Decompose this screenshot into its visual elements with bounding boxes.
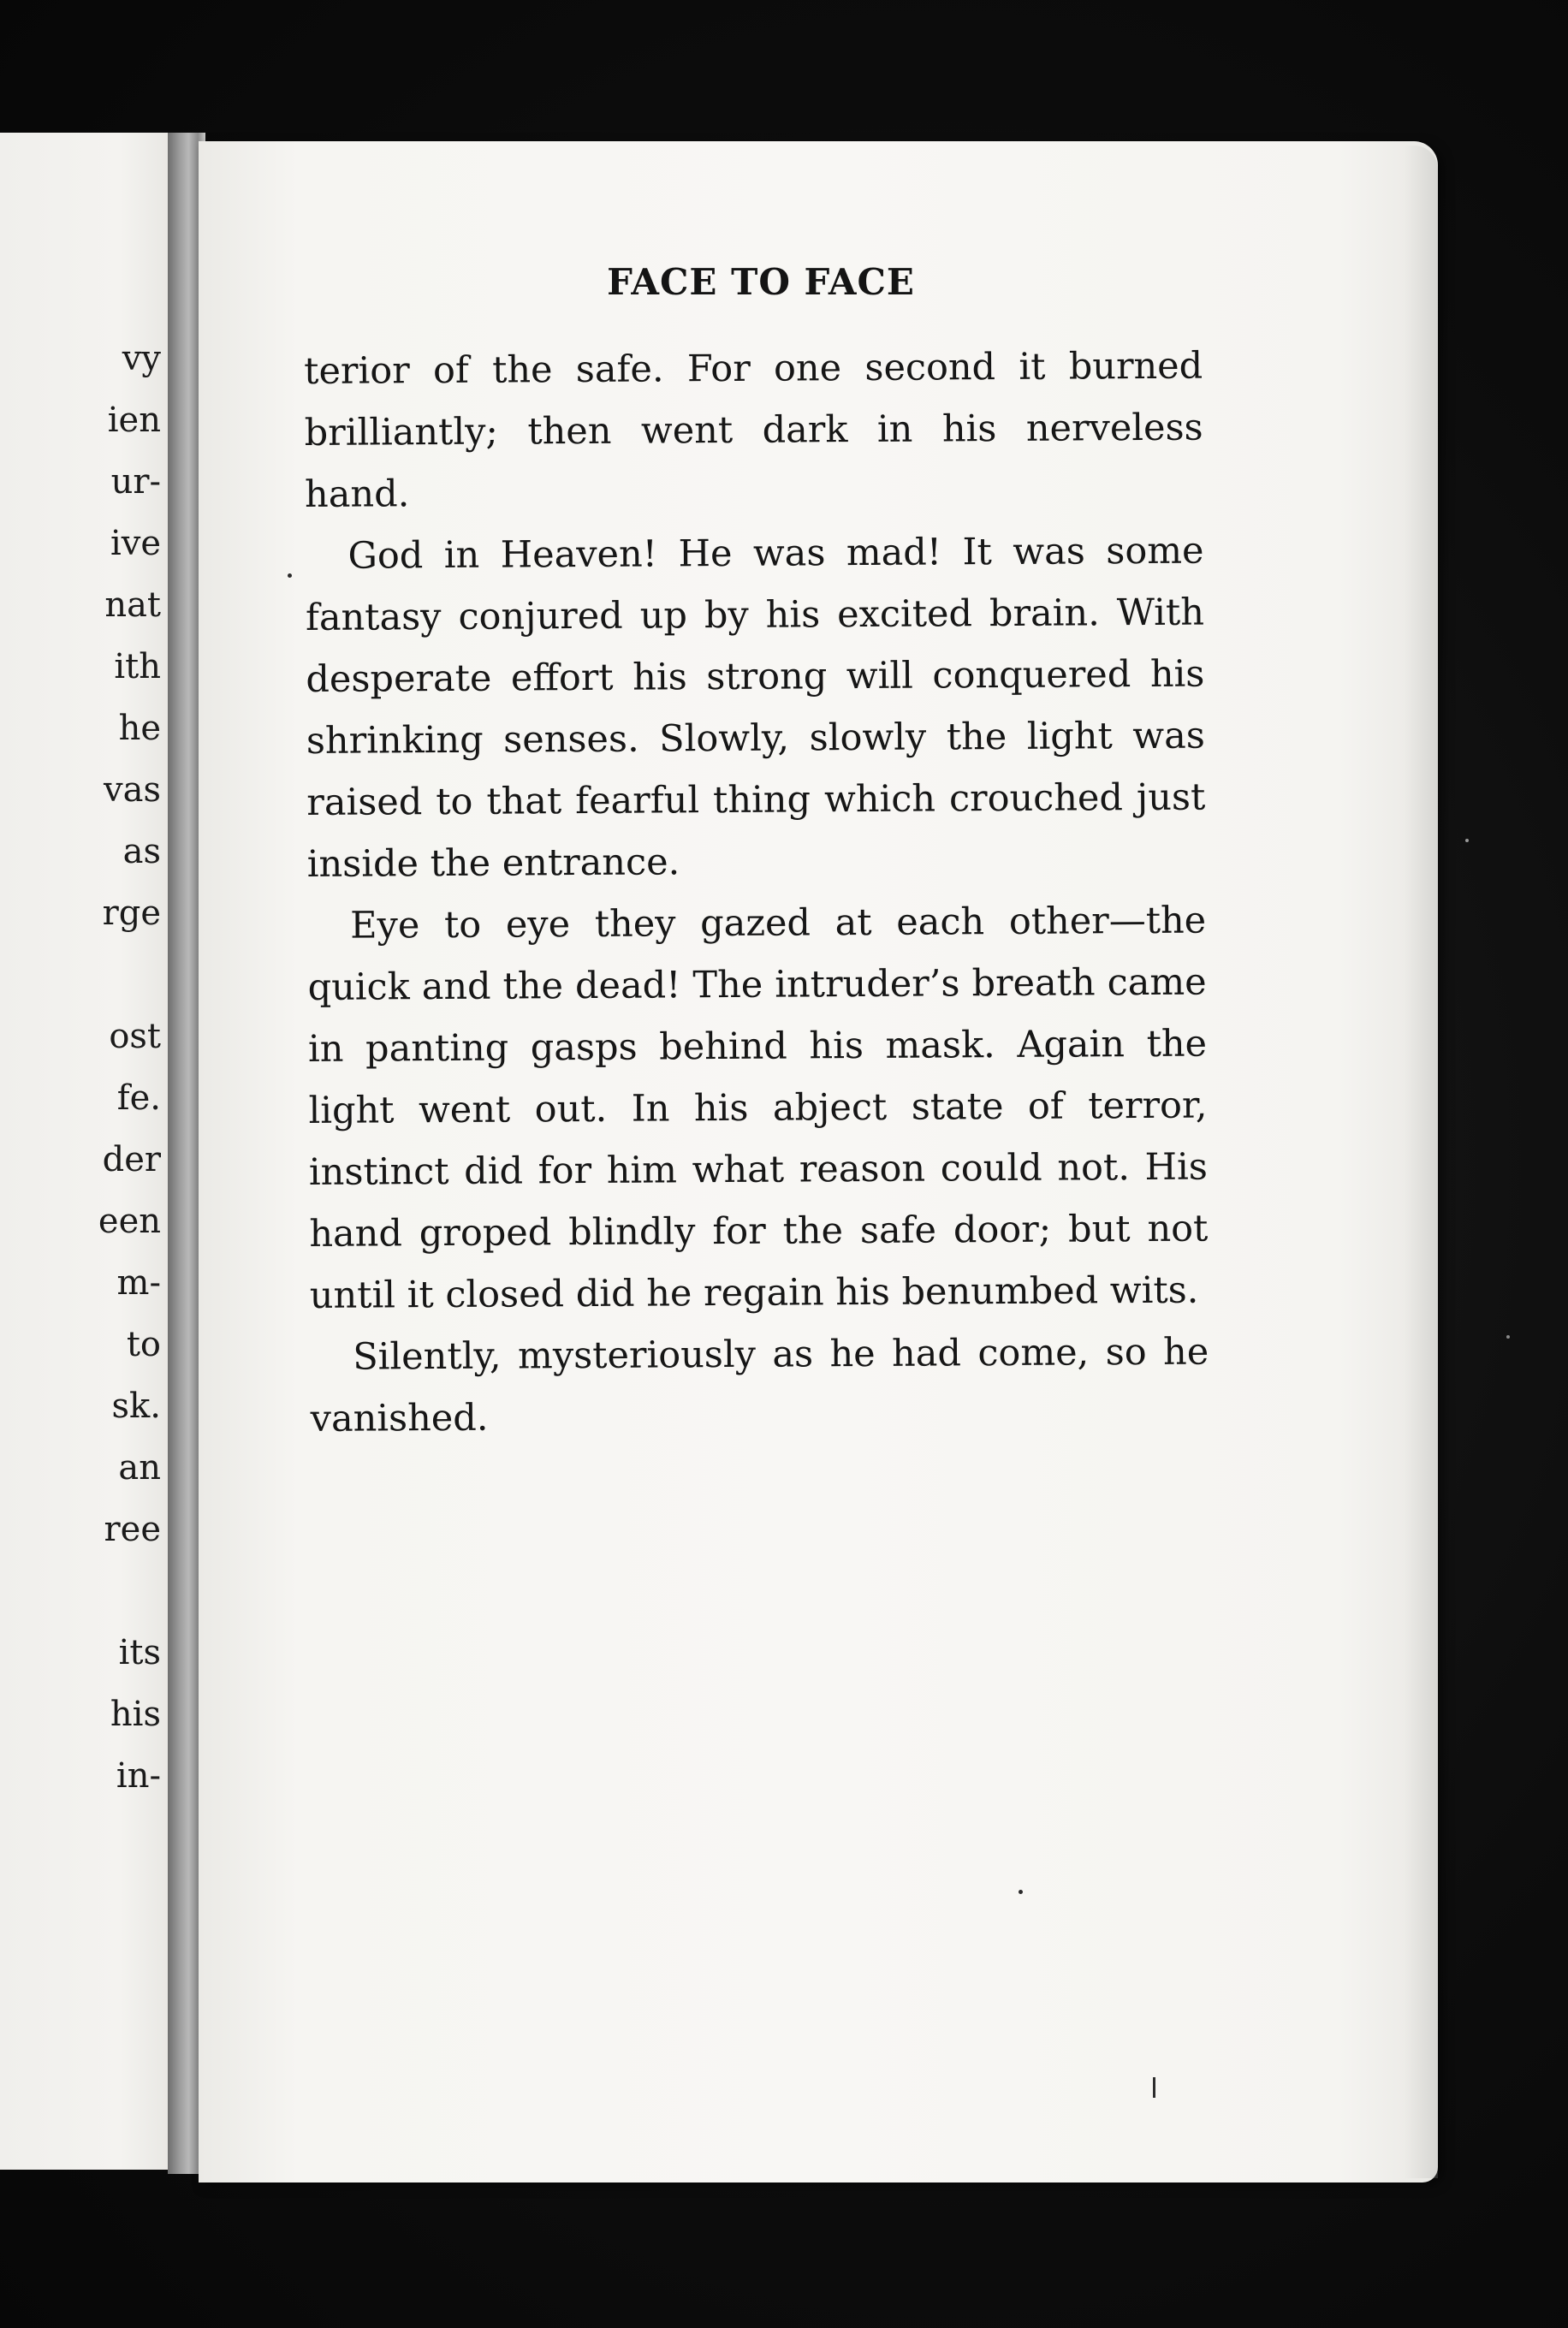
line-end: ost — [109, 1017, 161, 1056]
line-end: vy — [122, 339, 161, 378]
line-end: m- — [116, 1263, 161, 1303]
line-end: fe. — [116, 1078, 161, 1118]
line-end — [98, 1560, 161, 1622]
paragraph: God in Heaven! He was mad! It was some fantasy conjured up by his excited brain. With desperate effort his strong will conquered his shrinking senses. Slowly, slowly the light was raised to that fearful thing which crouched just inside the entrance. — [305, 529, 1206, 886]
line-end: as — [122, 832, 161, 871]
line-end: an — [118, 1448, 161, 1488]
line-end: sk. — [111, 1387, 161, 1426]
line-end: in- — [116, 1756, 161, 1796]
line-end: to — [126, 1325, 161, 1364]
page-body — [304, 336, 1209, 1450]
paragraph: terior of the safe. For one second it burned brilliantly; then went dark in his nerveless hand. — [304, 344, 1203, 516]
paragraph: Eye to eye they gazed at each other—the quick and the dead! The intruder’s breath came in panting gasps behind his mask. Again the light went out. In his abject state of terror, instinct did for him what reason could not. His hand groped blindly for the safe door; but not until it closed did he regain his benumbed wits. — [307, 899, 1209, 1317]
print-speck — [1019, 1890, 1023, 1894]
line-end: he — [118, 709, 161, 748]
line-end: ree — [104, 1510, 161, 1549]
line-end: een — [98, 1202, 161, 1241]
previous-page — [0, 133, 171, 2170]
line-end: ith — [114, 647, 161, 686]
line-end: ive — [110, 524, 161, 563]
previous-page-line-ends — [98, 328, 161, 1807]
print-speck — [288, 573, 292, 578]
print-speck — [1506, 1335, 1510, 1339]
line-end: vas — [104, 770, 161, 810]
line-end: ien — [107, 401, 161, 440]
line-end: its — [118, 1633, 161, 1672]
line-end: der — [102, 1140, 161, 1179]
print-speck — [1465, 839, 1469, 842]
paragraph: Silently, mysteriously as he had come, so he vanished. — [310, 1330, 1209, 1440]
running-head: FACE TO FACE — [607, 261, 915, 303]
line-end: rge — [102, 894, 161, 933]
line-end: nat — [104, 585, 161, 625]
line-end: his — [110, 1695, 161, 1734]
line-end — [98, 944, 161, 1006]
print-tick — [1153, 2077, 1155, 2098]
line-end: ur- — [110, 462, 161, 502]
